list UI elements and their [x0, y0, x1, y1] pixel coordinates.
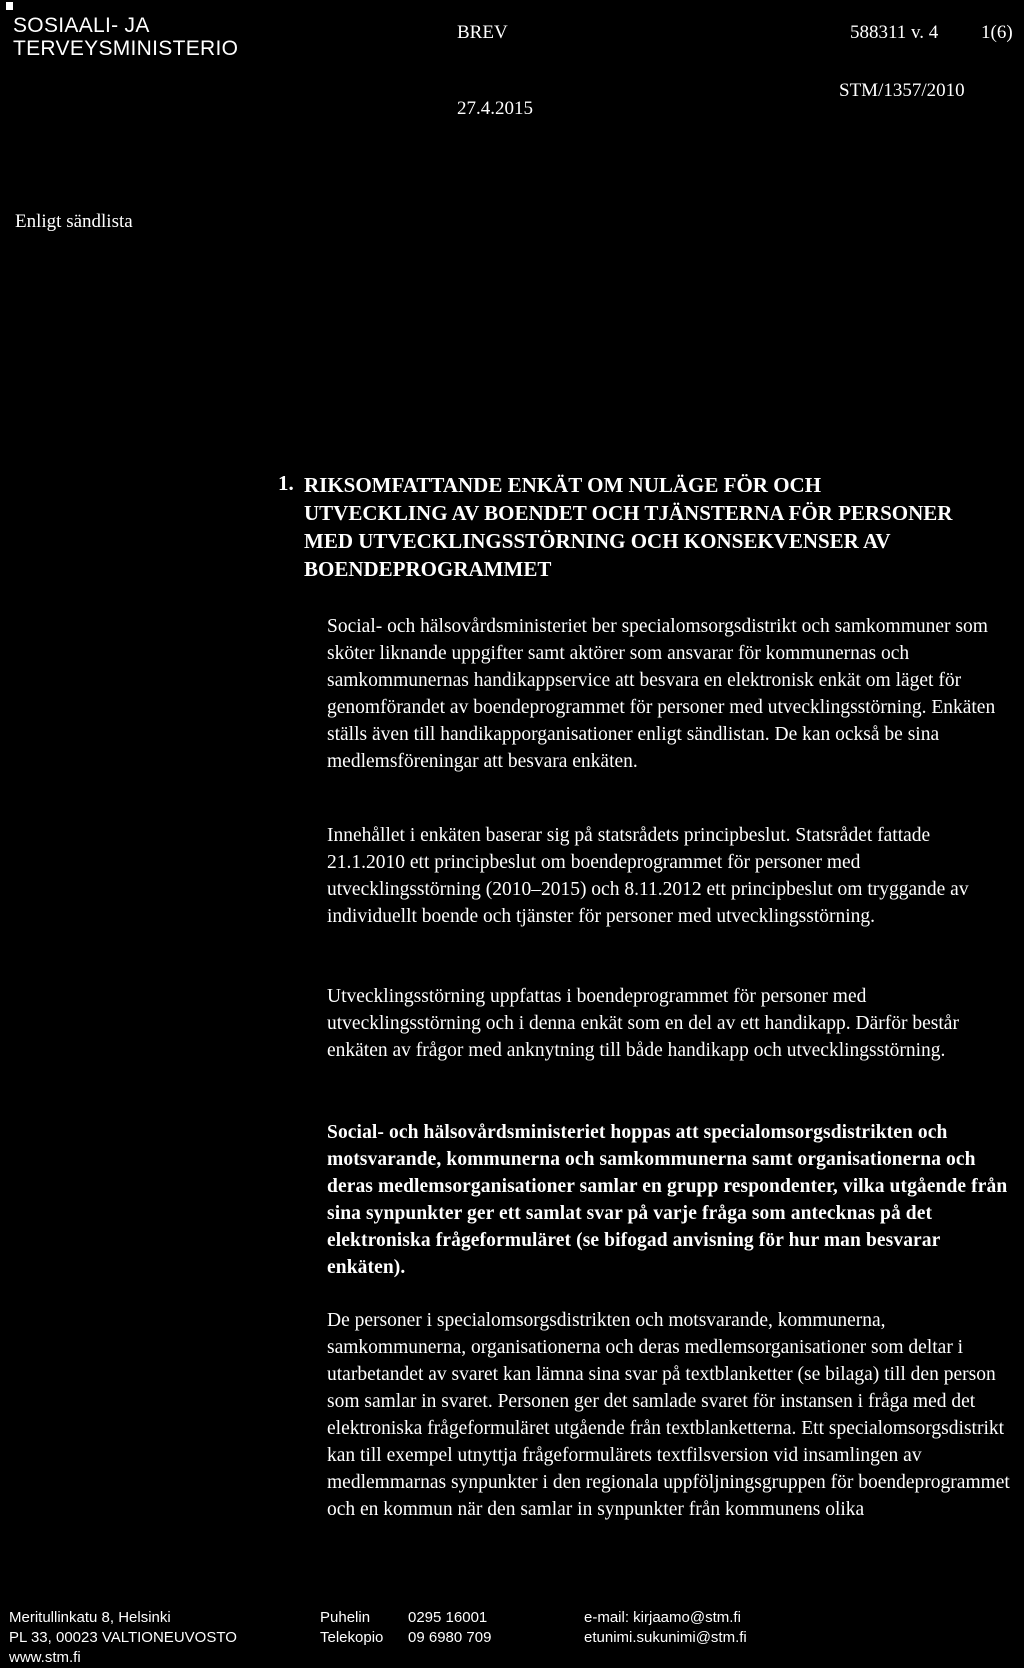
doc-reference: STM/1357/2010: [839, 80, 965, 101]
ministry-name: [13, 14, 238, 60]
footer-fax-value: 09 6980 709: [408, 1629, 492, 1646]
doc-number: 588311 v. 4: [850, 22, 939, 43]
footer-phone-value: 0295 16001: [408, 1609, 488, 1626]
doc-date: 27.4.2015: [457, 98, 533, 119]
footer-address-postal: PL 33, 00023 VALTIONEUVOSTO: [9, 1629, 237, 1646]
paragraph-1: Social- och hälsovårdsministeriet ber specialomsorgsdistrikt och samkommuner som sköter liknande uppgifter samt aktörer som ansvarar för kommunernas och samkommunernas handikappservice att besvara en elektronisk enkät om läget för genomförandet av boendeprogrammet för personer med utvecklingsstörning. Enkäten ställs även till handikapporganisationer enligt sändlistan. De kan också be sina medlemsföreningar att besvara enkäten.: [327, 616, 996, 772]
recipient: Enligt sändlista: [15, 211, 133, 232]
footer-address: [9, 1608, 237, 1668]
section-number: 1.: [278, 471, 294, 495]
corner-mark: [6, 2, 13, 10]
paragraph-3: Utvecklingsstörning uppfattas i boendeprogrammet för personer med utvecklingsstörning och i denna enkät som en del av ett handikapp. Därför består enkäten av frågor med anknytning till både handikapp och utvecklingsstörning.: [327, 986, 959, 1061]
footer-address-street: Meritullinkatu 8, Helsinki: [9, 1609, 171, 1626]
paragraph-4: Social- och hälsovårdsministeriet hoppas att specialomsorgsdistrikten och motsvarande, kommunerna och samkommunerna samt organisationerna och deras medlemsorganisationer samlar en grupp respondenter, vilka utgående från sina synpunkter ger ett samlat svar på varje fråga som antecknas på det elektroniska frågeformuläret (se bifogad anvisning för hur man besvarar enkäten).: [327, 1122, 1008, 1278]
ministry-name-line1: SOSIAALI- JA: [13, 14, 150, 37]
footer-email: [584, 1608, 747, 1648]
paragraph-2: Innehållet i enkäten baserar sig på statsrådets principbeslut. Statsrådet fattade 21.1.2010 ett principbeslut om boendeprogrammet för personer med utvecklingsstörning (2010–2015) och 8.11.2012 ett principbeslut om tryggande av individuellt boende och tjänster för personer med utvecklingsstörning.: [327, 825, 969, 927]
paragraph-5: De personer i specialomsorgsdistrikten och motsvarande, kommunerna, samkommunerna, organisationerna och deras medlemsorganisationer som deltar i utarbetandet av svaret kan lämna sina svar på textblanketter (se bilaga) till den person som samlar in svaret. Personen ger det samlade svaret för instansen i fråga med det elektroniska frågeformuläret utgående från textblanketterna. Ett specialomsorgsdistrikt kan till exempel utnyttja frågeformulärets textfilsversion vid insamlingen av medlemmarnas synpunkter i den regionala uppföljningsgruppen för boendeprogrammet och en kommun när den samlar in synpunkter från kommunens olika: [327, 1310, 1010, 1520]
doc-type: BREV: [457, 22, 508, 43]
footer-phone-label: Puhelin: [320, 1609, 371, 1626]
footer-email-pattern: etunimi.sukunimi@stm.fi: [584, 1629, 747, 1646]
section-title: RIKSOMFATTANDE ENKÄT OM NULÄGE FÖR OCH UTVECKLING AV BOENDET OCH TJÄNSTERNA FÖR PERSONER MED UTVECKLINGSSTÖRNING OCH KONSEKVENSER AV BOENDEPROGRAMMET: [304, 473, 953, 581]
footer-fax-label: Telekopio: [320, 1629, 384, 1646]
footer-website: www.stm.fi: [9, 1649, 81, 1666]
footer-email-registry: e-mail: kirjaamo@stm.fi: [584, 1609, 741, 1626]
ministry-name-line2: TERVEYSMINISTERIO: [13, 37, 239, 60]
footer-contact: [320, 1608, 491, 1648]
page-number: 1(6): [981, 22, 1013, 43]
